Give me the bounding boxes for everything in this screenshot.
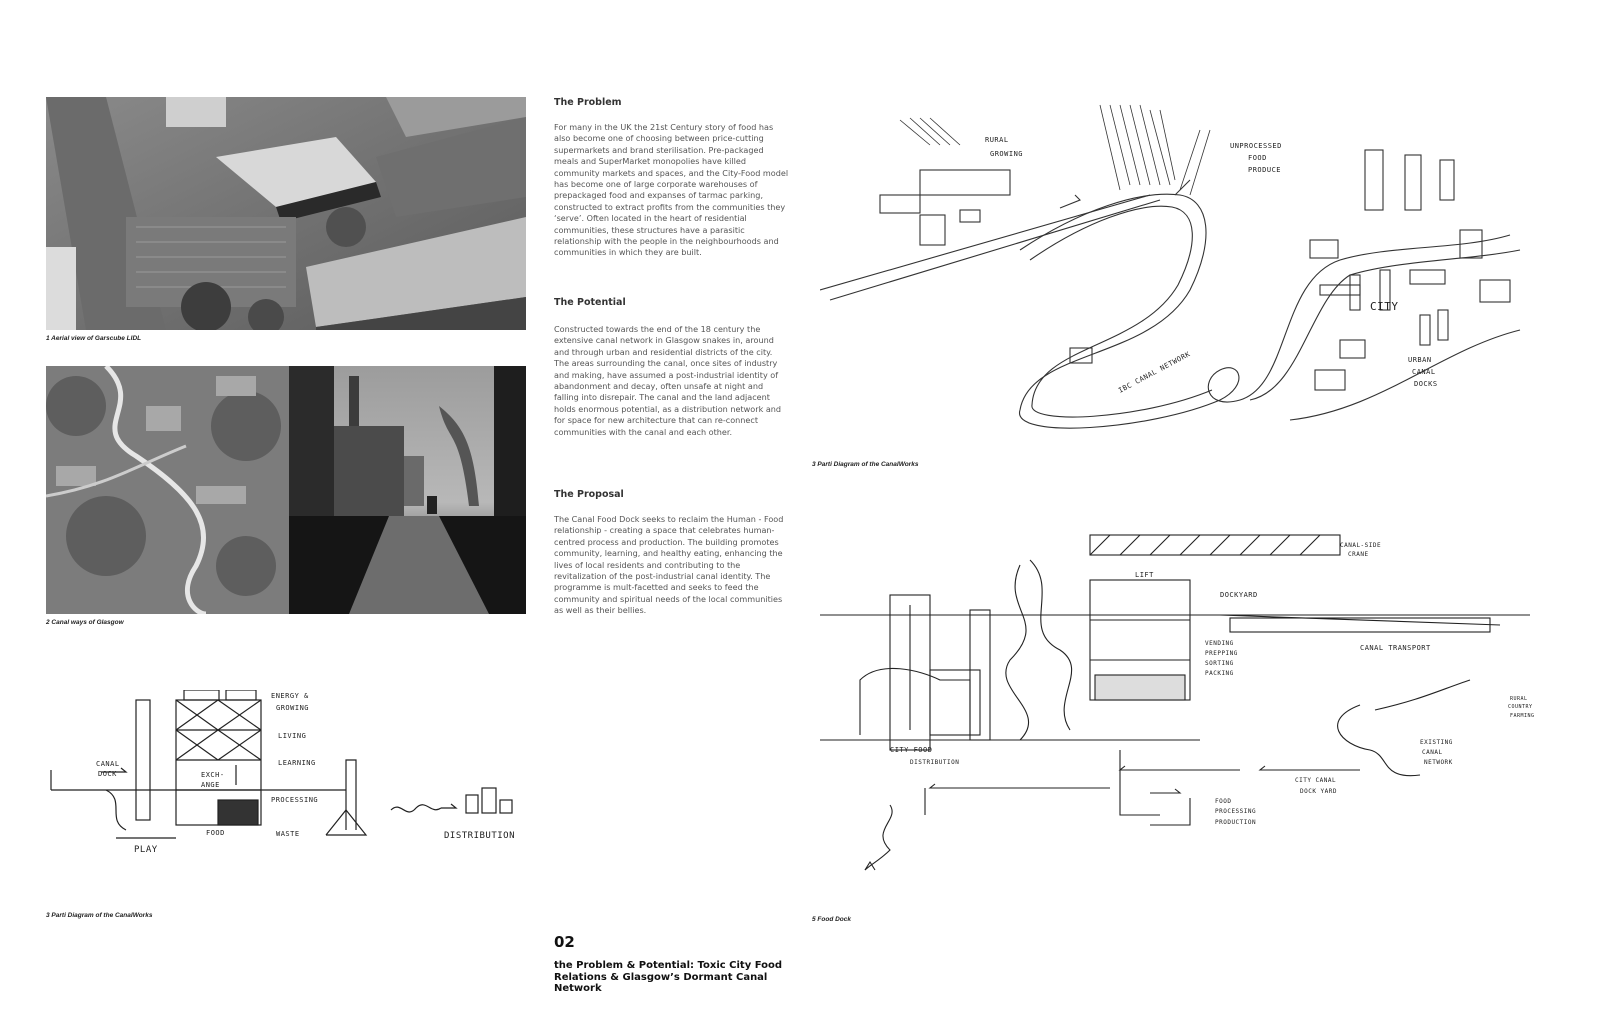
proposal-heading: The Proposal bbox=[554, 489, 624, 500]
label-energy-2: GROWING bbox=[276, 704, 310, 712]
label-city-food-2: DISTRIBUTION bbox=[910, 759, 960, 766]
label-play: PLAY bbox=[134, 845, 158, 855]
page-title: the Problem & Potential: Toxic City Food Relations & Glasgow’s Dormant Canal Network bbox=[554, 960, 783, 994]
problem-body: For many in the UK the 21st Century story of food has also become one of choosing between price-cutting supermarkets and brand sterilisation. Pre-packaged meals and SuperMarket monopolies have killed community markets and spaces, and the City-Food model has become one of large corporate warehouses of prepackaged food and expanses of tarmac parking, constructed to extract profits from the communities they ‘serve’. Often located in the heart of residential communities, these structures have a parasitic relationship with the people in the neighbourhoods and communities in which they are built. bbox=[554, 122, 789, 258]
label-canal-transport: CANAL TRANSPORT bbox=[1360, 644, 1431, 652]
caption-aerial-view: 1 Aerial view of Garscube LIDL bbox=[46, 335, 142, 342]
label-urban-docks-2: CANAL bbox=[1412, 368, 1436, 376]
label-lift: LIFT bbox=[1135, 571, 1154, 579]
label-dockyard: DOCKYARD bbox=[1220, 591, 1258, 599]
canalworks-section-sketch bbox=[46, 690, 526, 875]
label-existing-2: CANAL bbox=[1422, 749, 1443, 756]
label-exchange-1: EXCH- bbox=[201, 771, 225, 779]
label-sorting: SORTING bbox=[1205, 660, 1234, 667]
label-urban-docks-1: URBAN bbox=[1408, 356, 1432, 364]
label-canal-network: IBC CANAL NETWORK bbox=[1117, 350, 1192, 395]
label-canal-dock-2: DOCK bbox=[98, 770, 117, 778]
label-city-canal-1: CITY CANAL bbox=[1295, 777, 1337, 784]
proposal-body: The Canal Food Dock seeks to reclaim the Human - Food relationship - creating a space that celebrates human-centred process and production. The building promotes community, learning, and healthy eating, enhancing the lives of local residents and contributing to the revitalization of the post-industrial canal identity. The programme is mult-facetted and seeks to feed the community and spiritual needs of the local communities as well as their bellies. bbox=[554, 514, 784, 616]
label-vending: VENDING bbox=[1205, 640, 1234, 647]
aerial-photo bbox=[46, 97, 526, 330]
label-waste: WASTE bbox=[276, 830, 300, 838]
label-unprocessed-3: PRODUCE bbox=[1248, 166, 1282, 174]
label-city-food-1: CITY FOOD bbox=[890, 746, 933, 754]
label-rural-growing-2: GROWING bbox=[990, 150, 1024, 158]
page-number: 02 bbox=[554, 933, 575, 951]
label-food-processing-2: PROCESSING bbox=[1215, 808, 1257, 815]
potential-heading: The Potential bbox=[554, 297, 626, 308]
label-living: LIVING bbox=[278, 732, 307, 740]
problem-heading: The Problem bbox=[554, 97, 622, 108]
label-canal-dock-1: CANAL bbox=[96, 760, 120, 768]
label-food-processing-1: FOOD bbox=[1215, 798, 1232, 805]
label-existing-3: NETWORK bbox=[1424, 759, 1453, 766]
label-packing: PACKING bbox=[1205, 670, 1234, 677]
label-rural-growing-1: RURAL bbox=[985, 136, 1009, 144]
label-crane-2: CRANE bbox=[1348, 551, 1369, 558]
label-distribution: DISTRIBUTION bbox=[444, 831, 516, 841]
canal-aerial-photo bbox=[46, 366, 289, 614]
potential-body: Constructed towards the end of the 18 century the extensive canal network in Glasgow snakes in, around and through urban and residential districts of the city. The areas surrounding the canal, once sites of industry and making, have assumed a post-industrial identity of abandonment and decay, often unsafe at night and falling into disrepair. The canal and the land adjacent holds enormous potential, as a distribution network and for space for new architecture that can re-connect communities with the canal and each other. bbox=[554, 324, 782, 437]
label-rural-farming-1: RURAL bbox=[1510, 696, 1528, 702]
label-rural-farming-3: FARMING bbox=[1510, 713, 1535, 719]
label-urban-docks-3: DOCKS bbox=[1414, 380, 1438, 388]
label-food-processing-3: PRODUCTION bbox=[1215, 819, 1257, 826]
label-city: CITY bbox=[1370, 300, 1399, 313]
label-energy-1: ENERGY & bbox=[271, 692, 309, 700]
label-crane-1: CANAL-SIDE bbox=[1340, 542, 1382, 549]
parti-diagram-sketch bbox=[820, 100, 1550, 450]
label-exchange-2: ANGE bbox=[201, 781, 220, 789]
label-unprocessed-1: UNPROCESSED bbox=[1230, 142, 1282, 150]
canal-mill-photo bbox=[289, 366, 526, 614]
label-food: FOOD bbox=[206, 829, 225, 837]
label-rural-farming-2: COUNTRY bbox=[1508, 704, 1533, 710]
caption-food-dock: 5 Food Dock bbox=[812, 916, 852, 923]
caption-parti-diagram-top: 3 Parti Diagram of the CanalWorks bbox=[812, 461, 919, 468]
caption-canal-ways: 2 Canal ways of Glasgow bbox=[46, 619, 124, 626]
food-dock-sketch bbox=[820, 530, 1550, 885]
caption-parti-diagram: 3 Parti Diagram of the CanalWorks bbox=[46, 912, 153, 919]
label-city-canal-2: DOCK YARD bbox=[1300, 788, 1338, 795]
label-existing-1: EXISTING bbox=[1420, 739, 1453, 746]
label-learning: LEARNING bbox=[278, 759, 316, 767]
label-processing: PROCESSING bbox=[271, 796, 319, 804]
label-unprocessed-2: FOOD bbox=[1248, 154, 1267, 162]
label-prepping: PREPPING bbox=[1205, 650, 1238, 657]
